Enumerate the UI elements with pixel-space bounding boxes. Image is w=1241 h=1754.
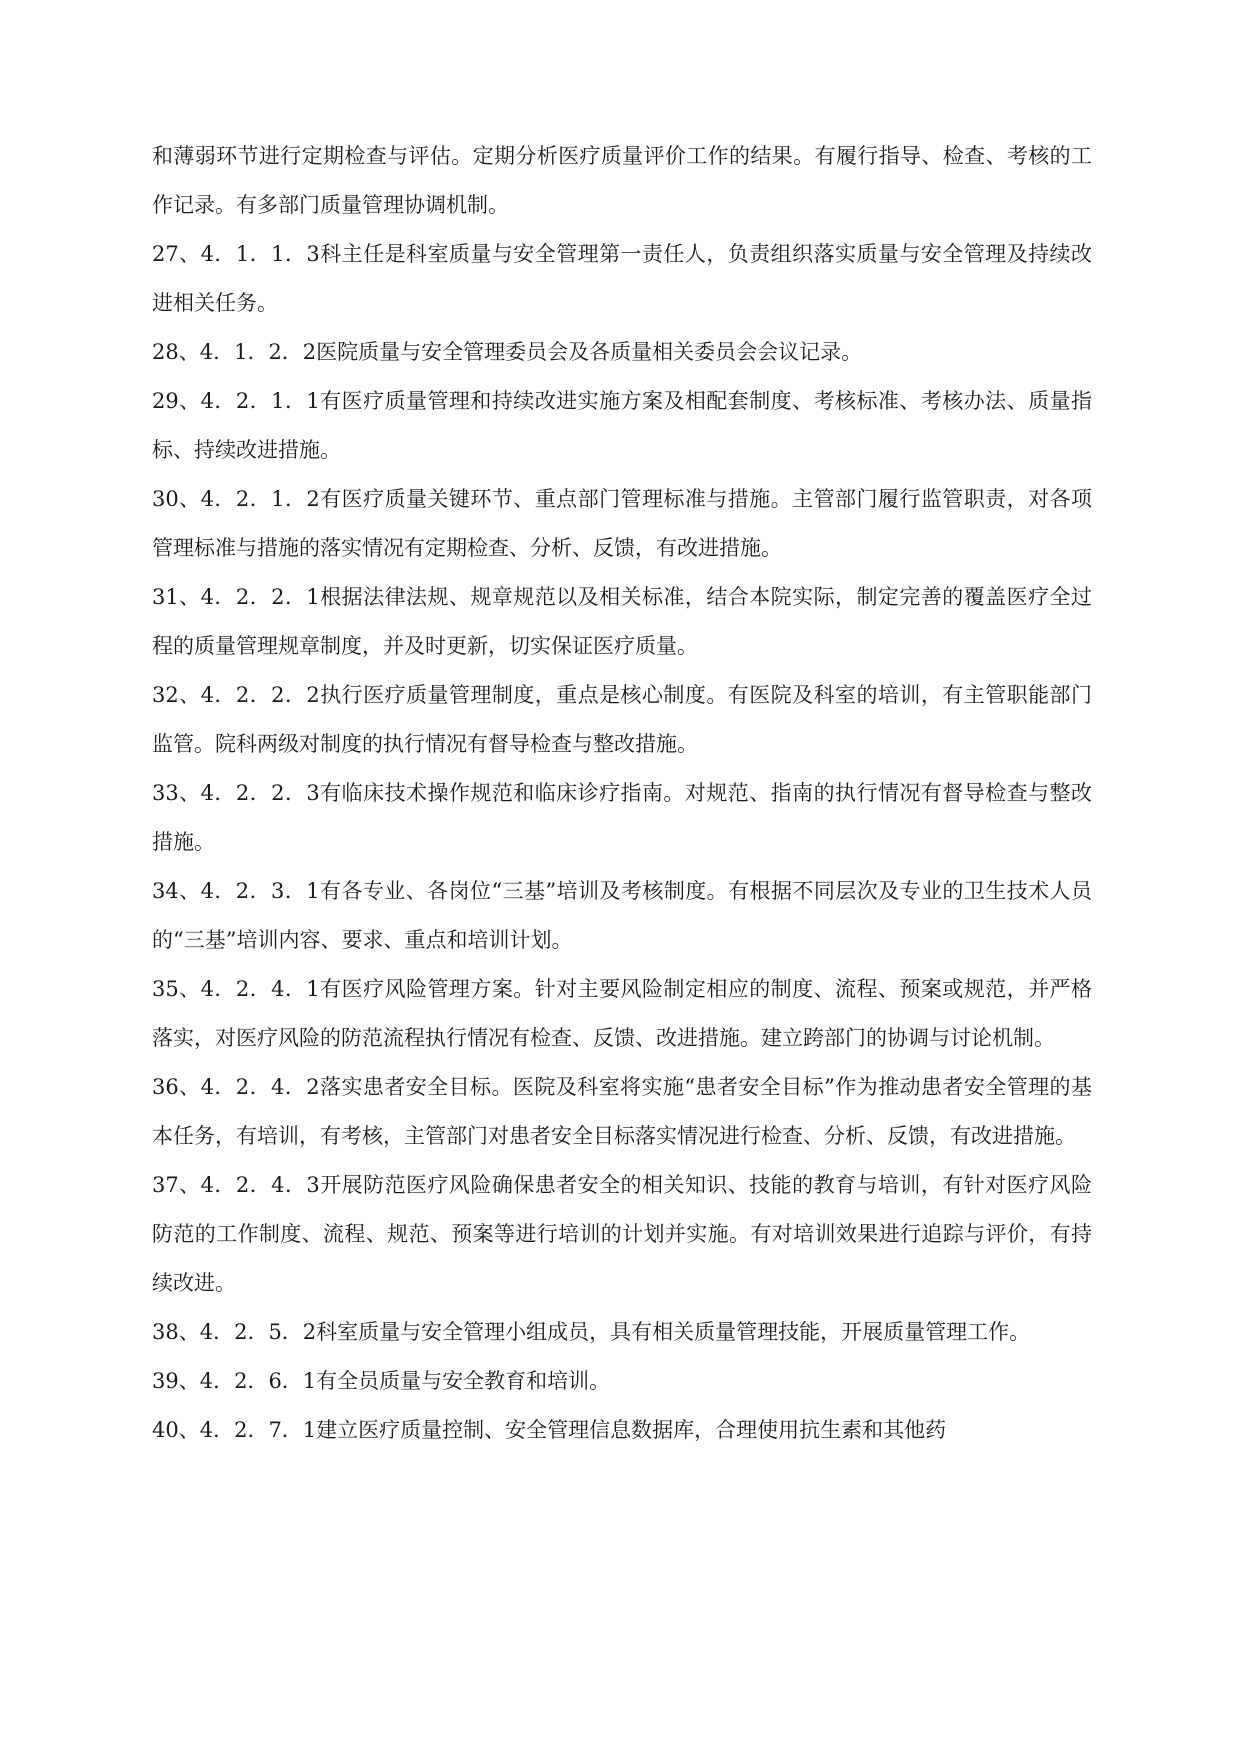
paragraph-item-36: 36、4．2．4．2落实患者安全目标。医院及科室将实施“患者安全目标”作为推动患者安全管理的基本任务，有培训，有考核，主管部门对患者安全目标落实情况进行检查、分析、反馈，有改进措施。: [152, 1075, 1092, 1148]
paragraph-item-40: 40、4．2．7．1建立医疗质量控制、安全管理信息数据库，合理使用抗生素和其他药: [152, 1418, 947, 1442]
paragraph-item-34: 34、4．2．3．1有各专业、各岗位“三基”培训及考核制度。有根据不同层次及专业的卫生技术人员的“三基”培训内容、要求、重点和培训计划。: [152, 879, 1092, 952]
document-body: [152, 132, 1092, 1455]
paragraph-item-31: 31、4．2．2．1根据法律法规、规章规范以及相关标准，结合本院实际，制定完善的覆盖医疗全过程的质量管理规章制度，并及时更新，切实保证医疗质量。: [152, 585, 1092, 658]
paragraph-item-30: 30、4．2．1．2有医疗质量关键环节、重点部门管理标准与措施。主管部门履行监管职责，对各项管理标准与措施的落实情况有定期检查、分析、反馈，有改进措施。: [152, 487, 1092, 560]
paragraph-item-33: 33、4．2．2．3有临床技术操作规范和临床诊疗指南。对规范、指南的执行情况有督导检查与整改措施。: [152, 781, 1092, 854]
paragraph-item-37: 37、4．2．4．3开展防范医疗风险确保患者安全的相关知识、技能的教育与培训，有针对医疗风险防范的工作制度、流程、规范、预案等进行培训的计划并实施。有对培训效果进行追踪与评价，有持续改进。: [152, 1173, 1092, 1295]
paragraph-item-27: 27、4．1．1．3科主任是科室质量与安全管理第一责任人，负责组织落实质量与安全管理及持续改进相关任务。: [152, 242, 1092, 315]
paragraph-item-38: 38、4．2．5．2科室质量与安全管理小组成员，具有相关质量管理技能，开展质量管理工作。: [152, 1320, 1031, 1344]
paragraph-item-32: 32、4．2．2．2执行医疗质量管理制度，重点是核心制度。有医院及科室的培训，有主管职能部门监管。院科两级对制度的执行情况有督导检查与整改措施。: [152, 683, 1092, 756]
paragraph-continuation: 和薄弱环节进行定期检查与评估。定期分析医疗质量评价工作的结果。有履行指导、检查、考核的工作记录。有多部门质量管理协调机制。: [152, 144, 1092, 217]
paragraph-item-29: 29、4．2．1．1有医疗质量管理和持续改进实施方案及相配套制度、考核标准、考核办法、质量指标、持续改进措施。: [152, 389, 1092, 462]
paragraph-item-28: 28、4．1．2．2医院质量与安全管理委员会及各质量相关委员会会议记录。: [152, 340, 863, 364]
paragraph-item-39: 39、4．2．6．1有全员质量与安全教育和培训。: [152, 1369, 611, 1393]
paragraph-item-35: 35、4．2．4．1有医疗风险管理方案。针对主要风险制定相应的制度、流程、预案或规范，并严格落实，对医疗风险的防范流程执行情况有检查、反馈、改进措施。建立跨部门的协调与讨论机制。: [152, 977, 1092, 1050]
